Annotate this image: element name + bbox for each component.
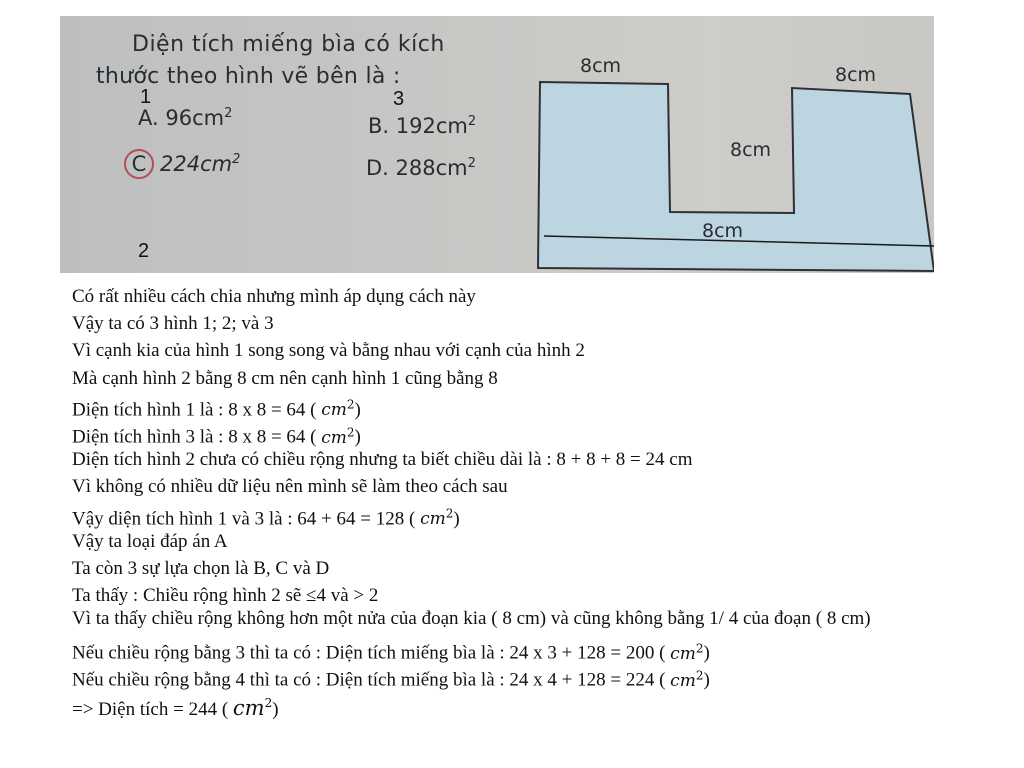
unit-cm2 bbox=[233, 696, 272, 720]
unit-cm2 bbox=[420, 506, 454, 530]
option-b-label: B. bbox=[368, 114, 390, 138]
option-a-sup: 2 bbox=[224, 106, 233, 121]
unit-sup: 2 bbox=[695, 668, 704, 683]
solution-line-9 bbox=[72, 501, 1002, 528]
option-d-label: D. bbox=[366, 156, 389, 180]
unit-cm: cm bbox=[321, 400, 347, 421]
option-b bbox=[368, 114, 476, 138]
option-c bbox=[124, 149, 240, 179]
close-paren: ) bbox=[354, 426, 361, 448]
unit-sup: 2 bbox=[695, 641, 704, 656]
option-a bbox=[138, 106, 232, 130]
solution-line-15-text: Nếu chiều rộng bằng 4 thì ta có : Diện tích miếng bìa là : 24 x 4 + 128 = 224 ( bbox=[72, 670, 671, 692]
unit-sup: 2 bbox=[346, 424, 355, 439]
close-paren: ) bbox=[703, 670, 710, 692]
dim-top-right: 8cm bbox=[835, 64, 877, 86]
solution-line-11: Ta còn 3 sự lựa chọn là B, C và D bbox=[72, 557, 330, 579]
unit-cm: cm bbox=[670, 671, 696, 692]
option-b-value: 192cm bbox=[395, 114, 468, 138]
unit-sup: 2 bbox=[346, 397, 355, 412]
cardboard-shape bbox=[538, 82, 934, 271]
unit-cm2 bbox=[670, 668, 704, 692]
question-line-2: thước theo hình vẽ bên là : bbox=[96, 64, 401, 89]
unit-cm2 bbox=[321, 424, 355, 448]
unit-cm: cm bbox=[420, 509, 446, 530]
option-d-sup: 2 bbox=[467, 156, 476, 171]
solution-line-1: Có rất nhiều cách chia nhưng mình áp dụng cách này bbox=[72, 286, 476, 307]
dim-bottom: 8cm bbox=[702, 220, 744, 242]
close-paren: ) bbox=[453, 508, 460, 530]
unit-cm2 bbox=[321, 397, 355, 421]
close-paren: ) bbox=[354, 399, 361, 421]
solution-line-13: Vì ta thấy chiều rộng không hơn một nửa của đoạn kia ( 8 cm) và cũng không bằng 1/ 4 của đoạn ( 8 cm) bbox=[72, 608, 871, 630]
u-shape-figure bbox=[530, 56, 934, 273]
region-number-3: 3 bbox=[393, 88, 405, 110]
close-paren: ) bbox=[703, 642, 710, 664]
solution-line-5 bbox=[72, 392, 1002, 419]
solution-text bbox=[72, 283, 1002, 720]
region-number-1: 1 bbox=[140, 86, 152, 108]
region-number-2: 2 bbox=[138, 240, 150, 262]
unit-cm2 bbox=[670, 641, 704, 664]
solution-line-7: Diện tích hình 2 chưa có chiều rộng nhưng ta biết chiều dài là : 8 + 8 + 8 = 24 cm bbox=[72, 449, 693, 471]
option-a-value: 96cm bbox=[165, 106, 225, 130]
solution-line-14-text: Nếu chiều rộng bằng 3 thì ta có : Diện tích miếng bìa là : 24 x 3 + 128 = 200 ( bbox=[72, 642, 671, 664]
unit-sup: 2 bbox=[264, 695, 273, 710]
option-c-value: 224cm bbox=[160, 152, 233, 176]
solution-line-4: Mà cạnh hình 2 bằng 8 cm nên cạnh hình 1 cũng bằng 8 bbox=[72, 367, 498, 389]
solution-line-16 bbox=[72, 690, 1002, 720]
dim-top-left: 8cm bbox=[580, 56, 622, 77]
solution-line-10: Vậy ta loại đáp án A bbox=[72, 530, 228, 552]
option-d-value: 288cm bbox=[395, 156, 468, 180]
unit-cm: cm bbox=[321, 427, 347, 448]
solution-line-15 bbox=[72, 662, 1002, 692]
unit-cm: cm bbox=[670, 643, 696, 664]
unit-cm: cm bbox=[232, 695, 265, 720]
solution-line-3: Vì cạnh kia của hình 1 song song và bằng nhau với cạnh của hình 2 bbox=[72, 340, 585, 362]
option-b-sup: 2 bbox=[467, 114, 477, 129]
solution-line-6-text: Diện tích hình 3 là : 8 x 8 = 64 ( bbox=[72, 426, 322, 448]
solution-line-12: Ta thấy : Chiều rộng hình 2 sẽ ≤4 và > 2 bbox=[72, 585, 379, 607]
solution-line-5-text: Diện tích hình 1 là : 8 x 8 = 64 ( bbox=[72, 399, 322, 421]
solution-line-8: Vì không có nhiều dữ liệu nên mình sẽ làm theo cách sau bbox=[72, 476, 508, 498]
question-line-1: Diện tích miếng bìa có kích bbox=[132, 32, 445, 57]
close-paren: ) bbox=[272, 698, 279, 720]
option-d bbox=[366, 156, 476, 180]
solution-line-6 bbox=[72, 419, 1002, 446]
unit-sup: 2 bbox=[445, 506, 454, 521]
problem-photo bbox=[60, 16, 934, 273]
solution-line-14 bbox=[72, 635, 1002, 662]
selected-circle-mark: C bbox=[124, 149, 154, 179]
solution-line-9-text: Vậy diện tích hình 1 và 3 là : 64 + 64 = 128 ( bbox=[72, 508, 421, 530]
dim-middle: 8cm bbox=[730, 139, 772, 161]
solution-line-2: Vậy ta có 3 hình 1; 2; và 3 bbox=[72, 313, 274, 335]
solution-line-16-text: => Diện tích = 244 ( bbox=[72, 698, 233, 720]
option-a-label: A. bbox=[138, 106, 159, 130]
option-c-sup: 2 bbox=[232, 152, 241, 167]
